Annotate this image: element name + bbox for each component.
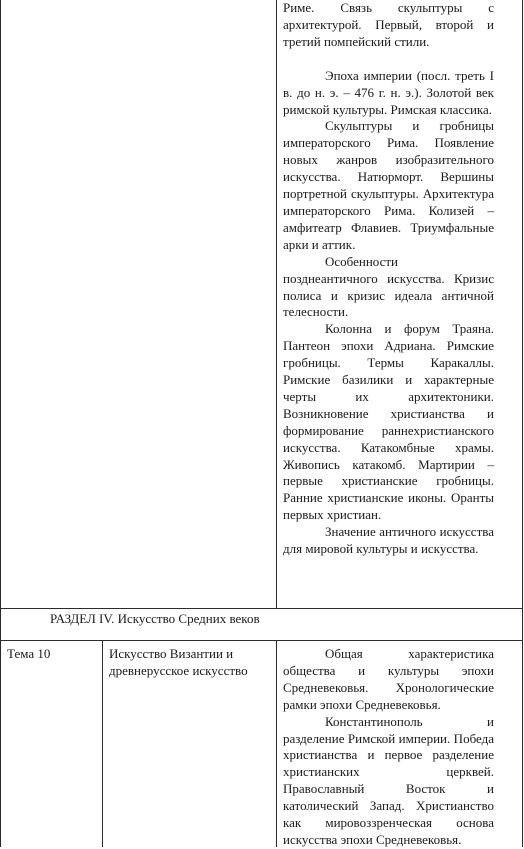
content-paragraph: Эпоха империи (посл. треть I в. до н. э. – 476 г. н. э.). Золотой век римской культуры. Римская классика. bbox=[283, 67, 494, 117]
table-right-border bbox=[522, 0, 523, 847]
content-paragraph: Риме. Связь скульптуры с архитектурой. Первый, второй и третий помпейский стили. bbox=[283, 0, 494, 49]
column-divider-content-lower bbox=[276, 640, 277, 847]
section-bottom-border bbox=[0, 640, 523, 641]
section-top-border bbox=[0, 608, 523, 609]
section-title: РАЗДЕЛ IV. Искусство Средних веков bbox=[50, 611, 260, 626]
content-paragraph: Особенности позднеантичного искусства. Кризис полиса и кризис идеала античной телесности. bbox=[283, 253, 494, 320]
content-paragraph: Скульптуры и гробницы императорского Рима. Появление новых жанров изобразительного искусства. Натюрморт. Вершины портретной скульптуры. Архитектура императорского Рима. Колизей – амфитеатр Флавиев. Триумфальные арки и аттик. bbox=[283, 118, 494, 252]
content-paragraph: Константинополь и разделение Римской империи. Победа христианства и первое разделение христианских церквей. Православный Восток и католический Запад. Христианство как мировоззренческая основа искусства эпохи Средневековья. bbox=[283, 713, 494, 847]
table-left-border bbox=[0, 0, 1, 847]
column-divider-topic bbox=[102, 640, 103, 847]
content-paragraph: Значение античного искусства для мировой культуры и искусства. bbox=[283, 524, 494, 557]
column-divider-content-upper bbox=[276, 0, 277, 608]
topic-name: Искусство Византии и древнерусское искусство bbox=[109, 646, 248, 678]
topic-number: Тема 10 bbox=[7, 646, 51, 661]
content-paragraph: Общая характеристика общества и культуры эпохи Средневековья. Хронологические рамки эпохи Средневековья. bbox=[283, 646, 494, 712]
content-paragraph: Колонна и форум Траяна. Пантеон эпохи Адриана. Римские гробницы. Термы Каракаллы. Римские базилики и характерные черты их архитектоники. Возникновение христианства и формирование раннехристианского искусства. Катакомбные храмы. Живопись катакомб. Мартирии – первые христианские гробницы. Ранние христианские иконы. Оранты первых христиан. bbox=[283, 321, 494, 523]
content-cell-lower bbox=[283, 646, 494, 849]
content-cell-upper bbox=[283, 0, 494, 558]
